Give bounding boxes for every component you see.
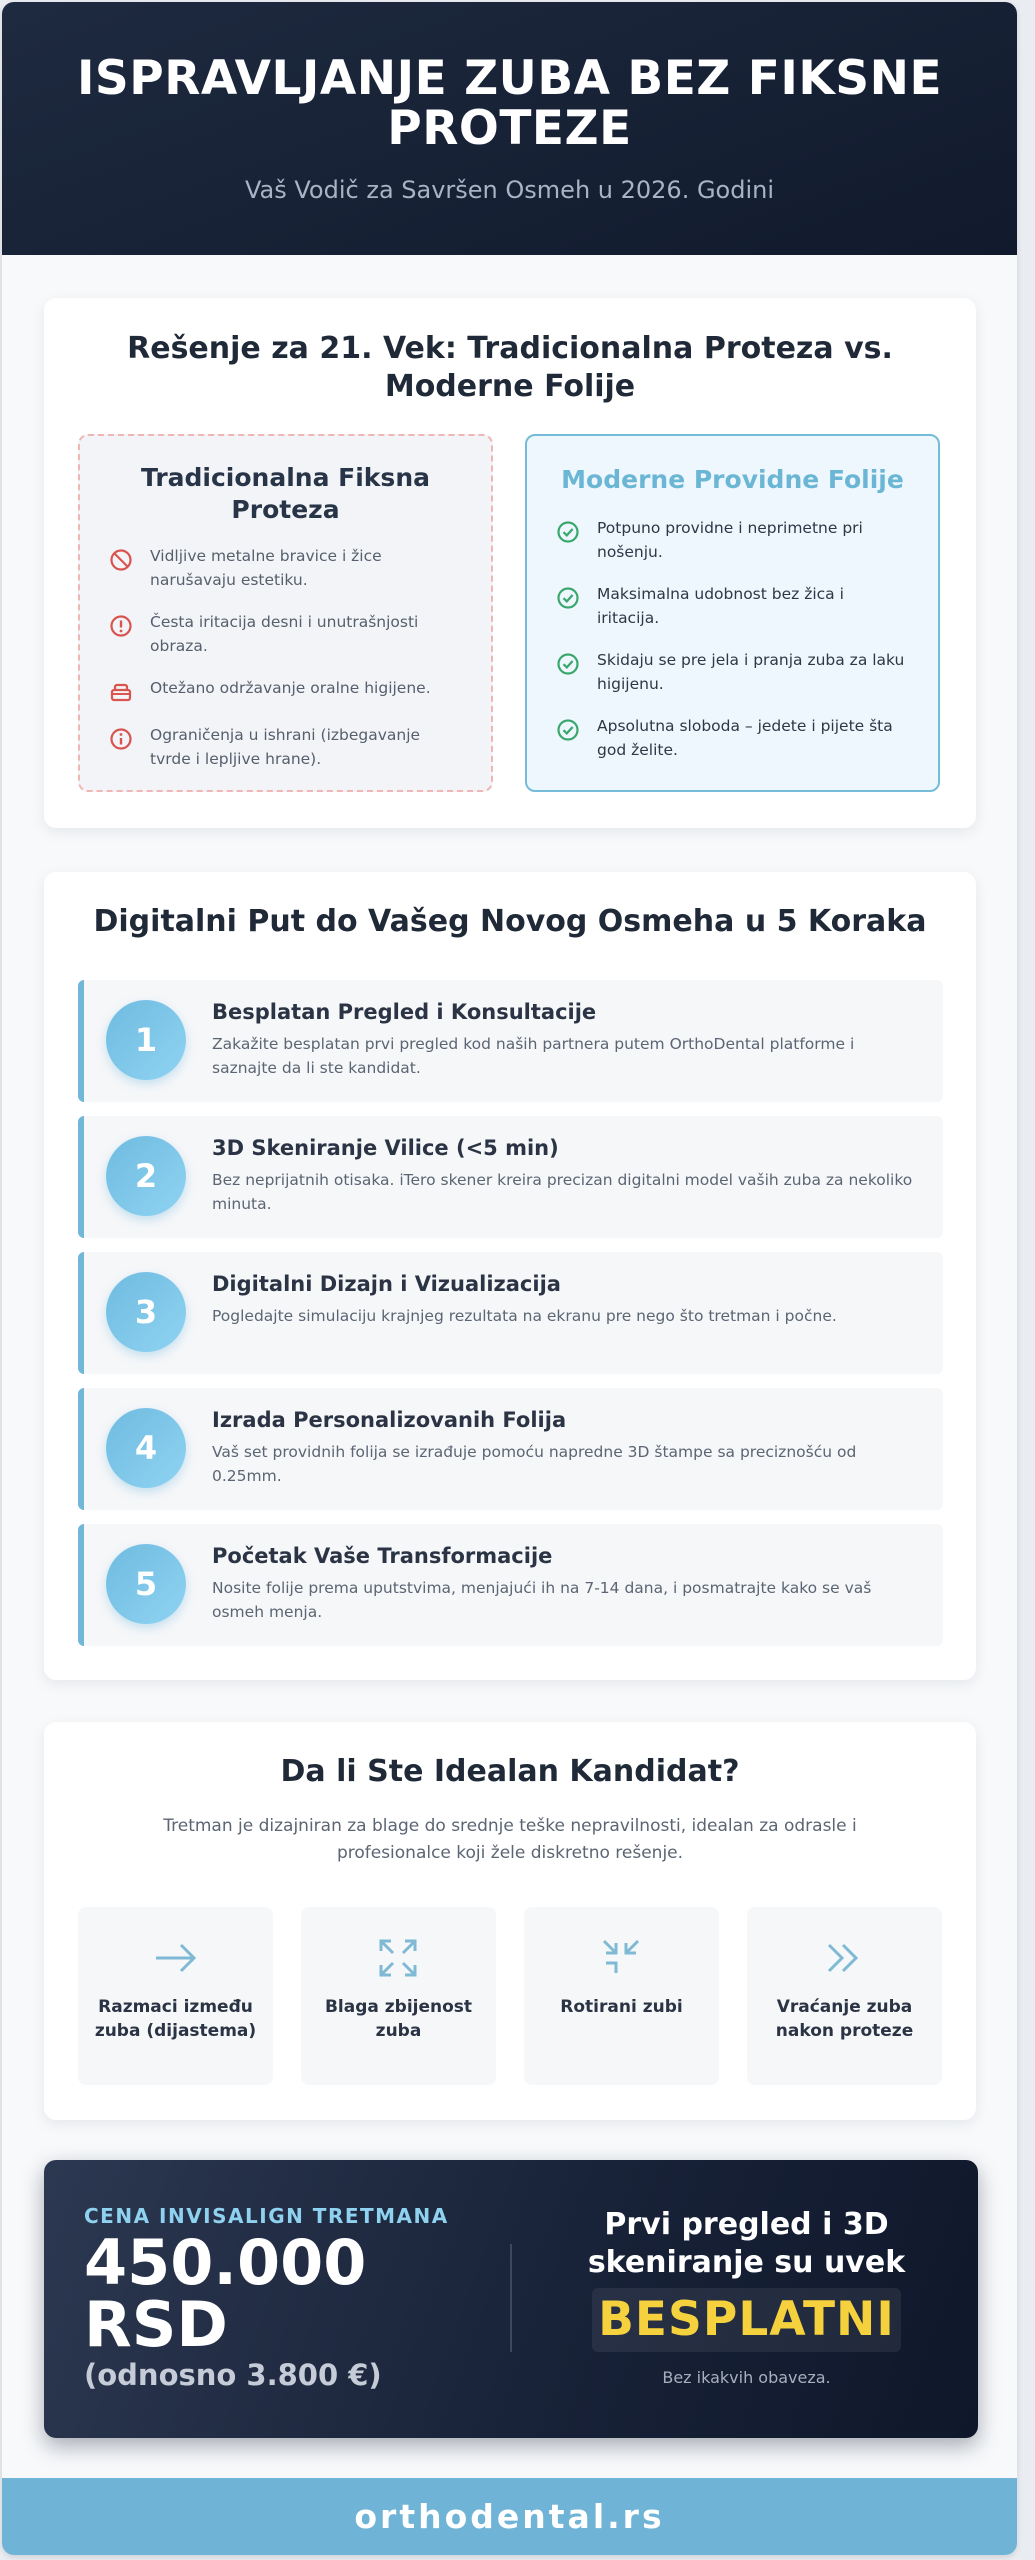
offer-free-area [534,2160,959,2438]
step-title: 3D Skeniranje Vilice (<5 min) [212,1136,559,1160]
arrow-right-icon [150,1933,200,1983]
divider [510,2244,512,2352]
list-item [108,610,463,658]
step-number-badge: 1 [106,1000,186,1080]
compress-icon [596,1933,646,1983]
price-eur: (odnosno 3.800 €) [84,2358,382,2392]
double-chevron-right-icon [819,1933,869,1983]
step-title: Izrada Personalizovanih Folija [212,1408,567,1432]
offer-text: Prvi pregled i 3D skeniranje su uvek [587,2207,906,2280]
step-number-badge: 5 [106,1544,186,1624]
offer-note: Bez ikakvih obaveza. [662,2368,831,2387]
step-item [78,1116,943,1238]
page-subtitle: Vaš Vodič za Savršen Osmeh u 2026. Godini [244,176,775,204]
steps-card [44,872,976,1680]
candidate-title: Da li Ste Idealan Kandidat? [280,1754,740,1789]
step-text: Zakažite besplatan prvi pregled kod naših partnera putem OrthoDental platforme i saznajte da li ste kandidat. [212,1035,855,1077]
price-banner [44,2160,978,2438]
steps-title: Digitalni Put do Vašeg Novog Osmeha u 5 Koraka [93,904,927,939]
tray-icon [108,679,134,705]
footer-domain[interactable]: orthodental.rs [2,2478,1017,2555]
page-title: ISPRAVLJANJE ZUBA BEZ FIKSNE PROTEZE [76,51,943,156]
check-circle-icon [555,651,581,677]
list-item-text: Maksimalna udobnost bez žica i iritacija. [597,585,844,627]
list-item [108,723,463,771]
step-title: Besplatan Pregled i Konsultacije [212,1000,597,1024]
comparison-title: Rešenje za 21. Vek: Tradicionalna Proteza vs. Moderne Folije [127,331,893,404]
alert-circle-icon [108,613,134,639]
traditional-title: Tradicionalna Fiksna Proteza [141,463,430,524]
candidate-tile [78,1907,273,2085]
step-title: Početak Vaše Transformacije [212,1544,553,1568]
step-item [78,1388,943,1510]
free-wrap [534,2288,959,2352]
step-text: Pogledajte simulaciju krajnjeg rezultata na ekranu pre nego što tretman i počne. [212,1307,837,1325]
check-circle-icon [555,519,581,545]
candidate-card [44,1722,976,2120]
check-circle-icon [555,717,581,743]
modern-list [527,516,938,762]
step-number-badge: 4 [106,1408,186,1488]
candidate-tile-label: Razmaci između zuba (dijastema) [94,1997,257,2041]
candidate-tile-label: Vraćanje zuba nakon proteze [775,1997,914,2041]
candidate-tile [524,1907,719,2085]
step-number-badge: 2 [106,1136,186,1216]
list-item [108,544,463,592]
list-item-text: Potpuno providne i neprimetne pri nošenju. [597,519,863,561]
price-amount: 450.000 RSD [84,2226,367,2361]
infographic-page [2,2,1017,2555]
list-item [555,648,910,696]
list-item-text: Otežano održavanje oralne higijene. [150,679,431,697]
step-title: Digitalni Dizajn i Vizualizacija [212,1272,561,1296]
list-item-text: Skidaju se pre jela i pranja zuba za laku higijenu. [597,651,905,693]
list-item [108,676,463,705]
list-item-text: Ograničenja u ishrani (izbegavanje tvrde i lepljive hrane). [150,726,421,768]
modern-column [525,434,940,792]
free-badge: BESPLATNI [592,2288,901,2352]
step-text: Bez neprijatnih otisaka. iTero skener kreira precizan digitalni model vaših zuba za nekoliko minuta. [212,1171,913,1213]
traditional-list [80,544,491,771]
list-item-text: Česta iritacija desni i unutrašnjosti obraza. [150,613,419,655]
traditional-column [78,434,493,792]
list-item [555,516,910,564]
page-header [2,2,1017,255]
info-circle-icon [108,726,134,752]
check-circle-icon [555,585,581,611]
candidate-tile [301,1907,496,2085]
list-item [555,714,910,762]
list-item-text: Vidljive metalne bravice i žice narušavaju estetiku. [150,547,382,589]
step-item [78,1524,943,1646]
list-item-text: Apsolutna sloboda – jedete i pijete šta god želite. [597,717,893,759]
ban-icon [108,547,134,573]
list-item [555,582,910,630]
candidate-tile-label: Rotirani zubi [560,1997,683,2017]
price-label: CENA INVISALIGN TRETMANA [84,2204,449,2228]
step-text: Nosite folije prema uputstvima, menjajući ih na 7-14 dana, i posmatrajte kako se vaš osmeh menja. [212,1579,872,1621]
candidate-tile-label: Blaga zbijenost zuba [324,1997,473,2041]
modern-title: Moderne Providne Folije [561,465,904,494]
comparison-card [44,298,976,828]
candidate-intro: Tretman je dizajniran za blage do srednje teške nepravilnosti, idealan za odrasle i profesionalce koji žele diskretno rešenje. [163,1816,857,1863]
candidate-tile [747,1907,942,2085]
step-item [78,980,943,1102]
step-item [78,1252,943,1374]
step-text: Vaš set providnih folija se izrađuje pomoću napredne 3D štampe sa preciznošću od 0.25mm. [212,1443,857,1485]
expand-icon [373,1933,423,1983]
step-number-badge: 3 [106,1272,186,1352]
